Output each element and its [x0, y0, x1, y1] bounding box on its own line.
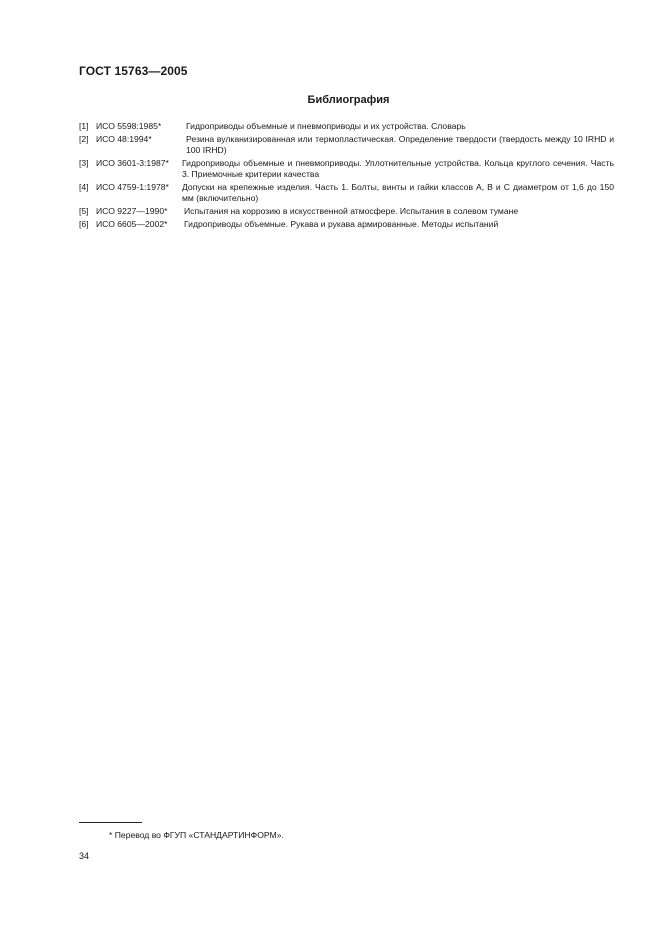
section-title: Библиография: [307, 94, 390, 106]
entry-number: [4]: [79, 182, 89, 192]
entry-title: Гидроприводы объемные и пневмоприводы и их устройства. Словарь: [186, 121, 466, 131]
entry-title: Испытания на коррозию в искусственной атмосфере. Испытания в солевом тумане: [184, 206, 519, 216]
bibliography-entry: [79, 121, 614, 132]
entry-reference: ИСО 4759-1:1978*: [96, 182, 169, 192]
entry-reference: ИСО 48:1994*: [96, 134, 152, 144]
bibliography-entry: [79, 206, 614, 217]
footnote-separator: [79, 822, 142, 823]
bibliography-entry: [79, 182, 614, 204]
standard-code-header: ГОСТ 15763—2005: [79, 64, 188, 78]
entry-reference: ИСО 3601-3:1987*: [96, 158, 169, 168]
entry-number: [1]: [79, 121, 89, 131]
bibliography-entry: [79, 219, 614, 230]
entry-title: Гидроприводы объемные и пневмоприводы. Уплотнительные устройства. Кольца круглого сечения. Часть 3. Приемочные критерии качества: [182, 158, 614, 179]
entry-title: Резина вулканизированная или термопластическая. Определение твердости (твердость между 10 IRHD и 100 IRHD): [186, 134, 614, 155]
entry-title: Гидроприводы объемные. Рукава и рукава армированные. Методы испытаний: [184, 219, 499, 229]
entry-reference: ИСО 9227—1990*: [96, 206, 168, 216]
entry-number: [2]: [79, 134, 89, 144]
footnote: * Перевод во ФГУП «СТАНДАРТИНФОРМ».: [109, 830, 284, 840]
entry-reference: ИСО 5598:1985*: [96, 121, 162, 131]
entry-reference: ИСО 6605—2002*: [96, 219, 168, 229]
bibliography-entry: [79, 158, 614, 180]
entry-number: [6]: [79, 219, 89, 229]
bibliography-entry: [79, 134, 614, 156]
entry-number: [5]: [79, 206, 89, 216]
page-number: 34: [79, 851, 90, 861]
entry-title: Допуски на крепежные изделия. Часть 1. Болты, винты и гайки классов A, B и C диаметром от 1,6 до 150 мм (включительно): [182, 182, 614, 203]
bibliography-list: [79, 121, 614, 232]
entry-number: [3]: [79, 158, 89, 168]
